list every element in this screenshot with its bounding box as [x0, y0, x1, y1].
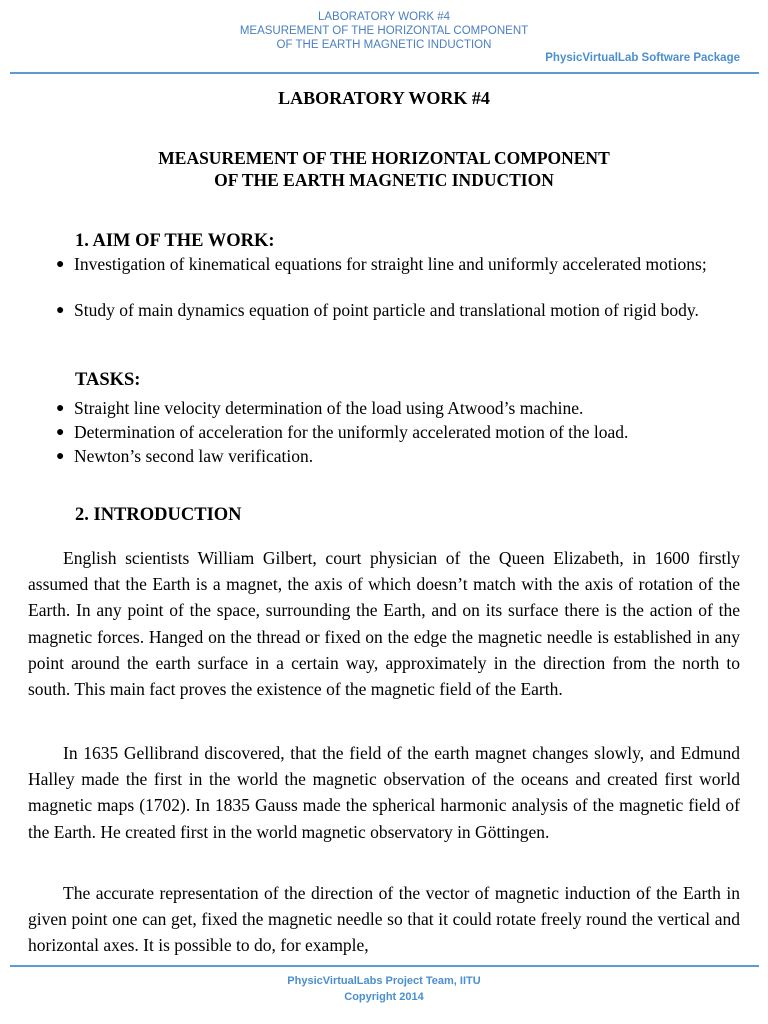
- footer-team: PhysicVirtualLabs Project Team, IITU: [287, 975, 481, 987]
- subtitle-line-1: MEASUREMENT OF THE HORIZONTAL COMPONENT: [158, 148, 610, 168]
- task-item: [56, 445, 740, 468]
- task-item: [56, 421, 740, 444]
- subtitle-line-2: OF THE EARTH MAGNETIC INDUCTION: [214, 170, 554, 190]
- header-package-name: PhysicVirtualLab Software Package: [545, 52, 740, 64]
- bullet-icon: ●: [56, 401, 65, 416]
- page-title: LABORATORY WORK #4: [278, 88, 490, 108]
- bullet-icon: ●: [56, 449, 65, 464]
- header-title-line-2: OF THE EARTH MAGNETIC INDUCTION: [276, 39, 492, 51]
- task-item-text: Determination of acceleration for the uniformly accelerated motion of the load.: [74, 422, 629, 442]
- aim-item-text: Study of main dynamics equation of point particle and translational motion of rigid body.: [74, 300, 699, 320]
- bullet-icon: ●: [56, 303, 65, 318]
- introduction-heading: 2. INTRODUCTION: [75, 505, 242, 525]
- bullet-icon: ●: [56, 425, 65, 440]
- aim-item: [56, 253, 740, 276]
- intro-paragraph-1: English scientists William Gilbert, court physician of the Queen Elizabeth, in 1600 firstly assumed that the Earth is a magnet, the axis of which doesn’t match with the axis of rotation of the Earth. In any point of the space, surrounding the Earth, and on its surface there is the action of the magnetic forces. Hanged on the thread or fixed on the edge the magnetic needle is established in any point around the earth surface in a certain way, approximately in the direction from the north to south. This main fact proves the existence of the magnetic field of the Earth.: [28, 548, 740, 700]
- intro-paragraph-2: In 1635 Gellibrand discovered, that the field of the earth magnet changes slowly, and Edmund Halley made the first in the world the magnetic observation of the oceans and created first world magnetic maps (1702). In 1835 Gauss made the spherical harmonic analysis of the magnetic field of the Earth. He created first in the world magnetic observatory in Göttingen.: [28, 743, 740, 842]
- footer-copyright: Copyright 2014: [344, 991, 424, 1003]
- tasks-heading: TASKS:: [75, 370, 141, 390]
- aim-heading: 1. AIM OF THE WORK:: [75, 231, 275, 251]
- header-title-line-1: MEASUREMENT OF THE HORIZONTAL COMPONENT: [239, 25, 529, 37]
- task-item-text: Newton’s second law verification.: [74, 446, 314, 466]
- footer-divider: [10, 965, 759, 967]
- aim-item: [56, 299, 740, 322]
- bullet-icon: ●: [56, 257, 65, 272]
- header-lab-number: LABORATORY WORK #4: [317, 11, 451, 23]
- task-item: [56, 397, 740, 420]
- task-item-text: Straight line velocity determination of the load using Atwood’s machine.: [74, 398, 584, 418]
- header-divider: [10, 72, 759, 74]
- intro-paragraph-3: The accurate representation of the direction of the vector of magnetic induction of the Earth in given point one can get, fixed the magnetic needle so that it could rotate freely round the vertical and horizontal axes. It is possible to do, for example,: [28, 883, 740, 956]
- aim-item-text: Investigation of kinematical equations for straight line and uniformly accelerated motions;: [74, 254, 707, 274]
